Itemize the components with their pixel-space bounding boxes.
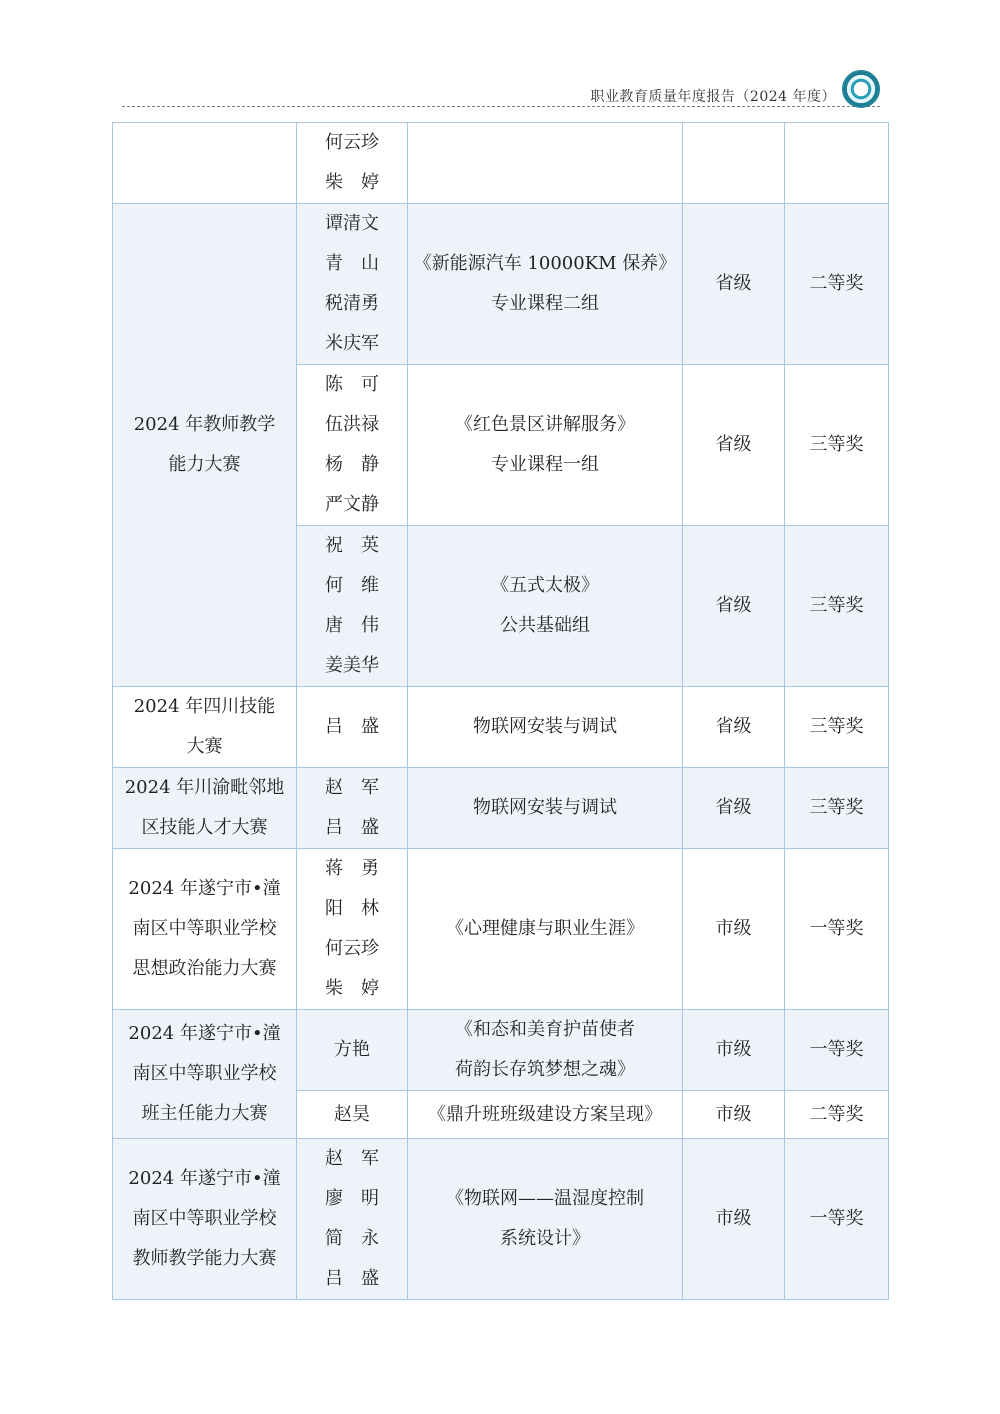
names-cell xyxy=(297,687,408,768)
member-name: 何云珍 xyxy=(325,938,379,959)
level-cell xyxy=(683,123,785,204)
work-cell xyxy=(408,849,683,1010)
member-name: 何云珍 xyxy=(325,132,379,153)
member-name: 简 永 xyxy=(325,1228,379,1249)
level-cell: 省级 xyxy=(683,526,785,687)
work-cell xyxy=(408,687,683,768)
member-name: 吕 盛 xyxy=(325,716,379,737)
competition-cell xyxy=(113,768,297,849)
competition-name: 大赛 xyxy=(186,736,223,757)
level-cell: 省级 xyxy=(683,365,785,526)
member-name: 柴 婷 xyxy=(325,978,379,999)
award-cell: 一等奖 xyxy=(785,1010,889,1091)
competition-name: 2024 年遂宁市•潼 xyxy=(128,878,281,899)
report-title: 职业教育质量年度报告（2024 年度） xyxy=(590,89,836,105)
award-cell: 三等奖 xyxy=(785,365,889,526)
work-cell xyxy=(408,204,683,365)
names-cell xyxy=(297,849,408,1010)
level-cell: 市级 xyxy=(683,849,785,1010)
member-name: 赵 军 xyxy=(325,1148,379,1169)
member-name: 柴 婷 xyxy=(325,172,379,193)
names-cell xyxy=(297,1091,408,1139)
competition-name: 区技能人才大赛 xyxy=(141,817,268,838)
competition-name: 南区中等职业学校 xyxy=(132,918,277,939)
work-cell xyxy=(408,123,683,204)
award-cell: 二等奖 xyxy=(785,204,889,365)
member-name: 方艳 xyxy=(334,1039,370,1060)
award-cell: 二等奖 xyxy=(785,1091,889,1139)
level-cell: 省级 xyxy=(683,768,785,849)
work-title: 系统设计》 xyxy=(500,1228,590,1249)
work-title: 物联网安装与调试 xyxy=(473,797,617,818)
member-name: 蒋 勇 xyxy=(325,858,379,879)
names-cell xyxy=(297,123,408,204)
work-title: 《物联网——温湿度控制 xyxy=(446,1188,644,1209)
competition-name: 南区中等职业学校 xyxy=(132,1063,277,1084)
page-header xyxy=(122,66,880,107)
table-row xyxy=(113,204,889,365)
competition-name: 2024 年四川技能 xyxy=(133,696,276,717)
member-name: 姜美华 xyxy=(325,655,379,676)
table-row xyxy=(113,687,889,768)
member-name: 何 维 xyxy=(325,575,379,596)
work-title: 《心理健康与职业生涯》 xyxy=(446,918,644,939)
names-cell xyxy=(297,204,408,365)
level-cell: 省级 xyxy=(683,204,785,365)
work-title: 《鼎升班班级建设方案呈现》 xyxy=(428,1103,662,1125)
member-name: 严文静 xyxy=(325,494,379,515)
award-cell: 三等奖 xyxy=(785,687,889,768)
competition-name: 2024 年遂宁市•潼 xyxy=(128,1168,281,1189)
member-name: 廖 明 xyxy=(325,1188,379,1209)
names-cell xyxy=(297,1010,408,1091)
work-title: 专业课程一组 xyxy=(491,454,599,475)
member-name: 陈 可 xyxy=(325,374,379,395)
work-cell xyxy=(408,1091,683,1139)
work-title: 公共基础组 xyxy=(500,615,590,636)
member-name: 青 山 xyxy=(325,253,379,274)
competition-cell xyxy=(113,123,297,204)
award-cell xyxy=(785,123,889,204)
work-cell xyxy=(408,768,683,849)
work-cell xyxy=(408,526,683,687)
competition-cell xyxy=(113,204,297,687)
member-name: 米庆军 xyxy=(325,333,379,354)
work-cell xyxy=(408,1139,683,1300)
competition-name: 班主任能力大赛 xyxy=(141,1103,268,1124)
work-cell xyxy=(408,365,683,526)
work-title: 《新能源汽车 10000KM 保养》 xyxy=(413,253,677,274)
award-cell: 三等奖 xyxy=(785,768,889,849)
award-cell: 三等奖 xyxy=(785,526,889,687)
work-title: 专业课程二组 xyxy=(491,293,599,314)
member-name: 赵 军 xyxy=(325,777,379,798)
competition-name: 2024 年教师教学 xyxy=(133,414,276,435)
competition-name: 2024 年遂宁市•潼 xyxy=(128,1023,281,1044)
work-title: 《五式太极》 xyxy=(491,575,599,596)
member-name: 伍洪禄 xyxy=(325,414,379,435)
member-name: 杨 静 xyxy=(325,454,379,475)
competition-name: 思想政治能力大赛 xyxy=(132,958,277,979)
member-name: 祝 英 xyxy=(325,535,379,556)
competition-name: 南区中等职业学校 xyxy=(132,1208,277,1229)
competition-name: 2024 年川渝毗邻地 xyxy=(124,777,285,798)
names-cell xyxy=(297,1139,408,1300)
names-cell xyxy=(297,768,408,849)
member-name: 赵昊 xyxy=(334,1103,370,1125)
competition-cell xyxy=(113,1139,297,1300)
level-cell: 市级 xyxy=(683,1091,785,1139)
competition-name: 教师教学能力大赛 xyxy=(132,1248,277,1269)
table-row xyxy=(113,768,889,849)
member-name: 唐 伟 xyxy=(325,615,379,636)
member-name: 谭清文 xyxy=(325,213,379,234)
work-title: 荷韵长存筑梦想之魂》 xyxy=(455,1059,635,1080)
level-cell: 市级 xyxy=(683,1010,785,1091)
competition-cell xyxy=(113,687,297,768)
work-title: 《红色景区讲解服务》 xyxy=(455,414,635,435)
work-cell xyxy=(408,1010,683,1091)
work-title: 物联网安装与调试 xyxy=(473,716,617,737)
awards-table xyxy=(112,122,889,1300)
table-row xyxy=(113,1010,889,1091)
member-name: 吕 盛 xyxy=(325,1268,379,1289)
table-row xyxy=(113,123,889,204)
member-name: 税清勇 xyxy=(325,293,379,314)
member-name: 阳 林 xyxy=(325,898,379,919)
work-title: 《和态和美育护苗使者 xyxy=(455,1019,635,1040)
names-cell xyxy=(297,526,408,687)
competition-name: 能力大赛 xyxy=(168,454,241,475)
table-row xyxy=(113,849,889,1010)
competition-cell xyxy=(113,849,297,1010)
level-cell: 省级 xyxy=(683,687,785,768)
award-cell: 一等奖 xyxy=(785,1139,889,1300)
award-cell: 一等奖 xyxy=(785,849,889,1010)
table-row xyxy=(113,1139,889,1300)
member-name: 吕 盛 xyxy=(325,817,379,838)
school-emblem-icon xyxy=(842,70,880,108)
level-cell: 市级 xyxy=(683,1139,785,1300)
names-cell xyxy=(297,365,408,526)
competition-cell xyxy=(113,1010,297,1139)
